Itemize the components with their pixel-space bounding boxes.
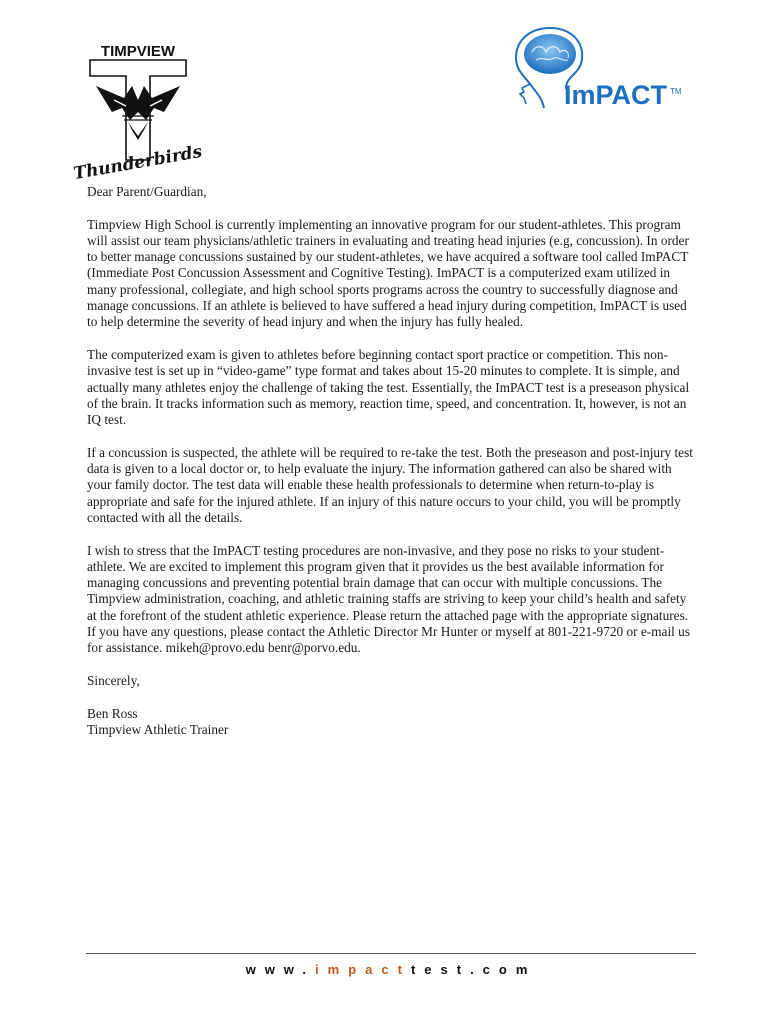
footer-url-accent: impact (315, 962, 411, 977)
timpview-thunderbirds-logo (72, 40, 204, 185)
footer-url-suffix: test.com (410, 962, 537, 977)
impact-wordmark: ImPACT (564, 80, 668, 110)
paragraph-2: The computerized exam is given to athletes before beginning contact sport practice or competition. This non-invasive test is set up in “video-game” type format and takes about 15-20 minutes to complete. It is simple, and actually many athletes enjoy the challenge of taking the test. Essentially, the ImPACT test is a preseason physical of the brain. It tracks information such as memory, reaction time, speed, and concentration. It, however, is not an IQ test. (87, 346, 690, 428)
paragraph-4: I wish to stress that the ImPACT testing procedures are non-invasive, and they pose no risks to your student-athlete. We are excited to implement this program given that it provides us the best available information for managing concussions and preventing potential brain damage that can occur with multiple concussions. The Timpview administration, coaching, and athletic training staffs are striving to keep your child’s health and safety at the forefront of the student athletic experience. Please return the attached page with the appropriate signatures. If you have any questions, please contact the Athletic Director Mr Hunter or myself at 801-221-9720 or e-mail us for assistance. mikeh@provo.edu benr@porvo.edu. (87, 542, 690, 656)
logo-left-script: Thunderbirds (72, 141, 204, 185)
letter-body (87, 184, 697, 738)
paragraph-1: Timpview High School is currently implementing an innovative program for our student-athletes. This program will assist our team physicians/athletic trainers in evaluating and treating head injuries (e.g, concussion). In order to better manage concussions sustained by our student-athletes, we have acquired a software tool called ImPACT (Immediate Post Concussion Assessment and Cognitive Testing). ImPACT is a computerized exam utilized in many professional, collegiate, and high school sports programs across the country to successfully diagnose and manage concussions. If an athlete is believed to have suffered a head injury during competition, ImPACT is used to help determine the severity of head injury and when the injury has fully healed. (87, 216, 689, 330)
impact-logo (506, 22, 688, 114)
footer-website[interactable] (86, 962, 696, 977)
signature-block (87, 706, 697, 739)
logo-left-title: TIMPVIEW (100, 43, 176, 60)
signature-name: Ben Ross (87, 705, 138, 721)
paragraph-3: If a concussion is suspected, the athlete will be required to re-take the test. Both the preseason and post-injury test data is given to a local doctor or, to help evaluate the injury. The information gathered can also be shared with your family doctor. The test data will enable these health professionals to determine when return-to-play is appropriate and safe for the injured athlete. If an injury of this nature occurs to your child, you will be promptly contacted with all the details. (87, 444, 693, 525)
footer-divider (86, 953, 696, 954)
footer-url-prefix: www. (245, 962, 316, 977)
impact-tm: TM (670, 87, 682, 96)
closing: Sincerely, (87, 672, 140, 688)
signature-title: Timpview Athletic Trainer (87, 721, 229, 737)
salutation: Dear Parent/Guardian, (87, 184, 207, 199)
